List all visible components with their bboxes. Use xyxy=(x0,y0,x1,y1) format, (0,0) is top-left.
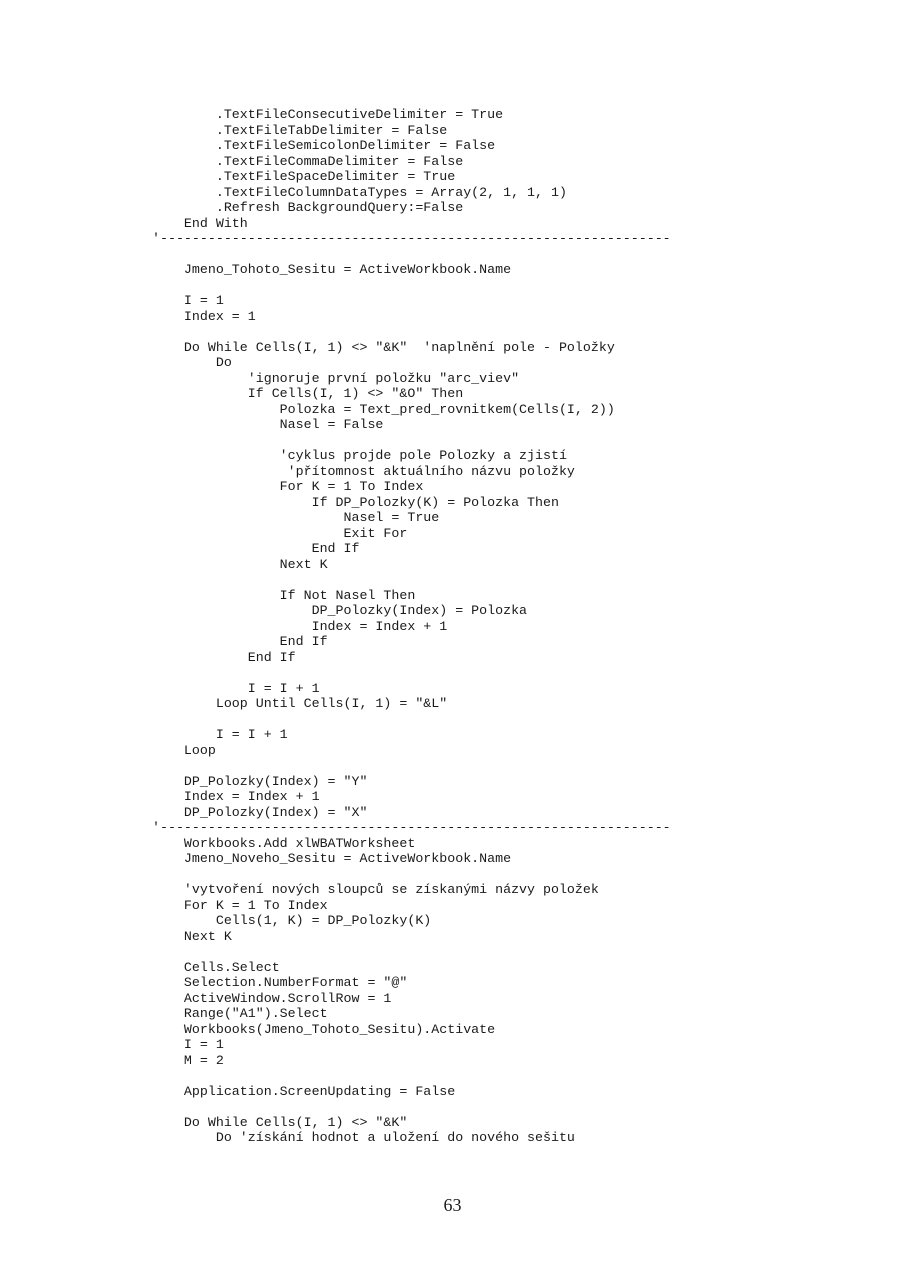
code-line: Next K xyxy=(152,556,328,572)
code-line xyxy=(152,665,671,681)
code-line: .TextFileSemicolonDelimiter = False xyxy=(152,138,496,153)
code-line: End If xyxy=(152,649,296,665)
code-line: .TextFileCommaDelimiter = False xyxy=(152,153,464,169)
code-line xyxy=(152,758,671,774)
code-line: 'vytvoření nových sloupců se získanými názvy položek xyxy=(152,882,599,897)
code-line: Range("A1").Select xyxy=(152,1006,328,1021)
code-line xyxy=(152,867,671,883)
code-line: End With xyxy=(152,215,248,231)
code-line xyxy=(152,247,671,263)
code-line: Loop Until Cells(I, 1) = "&L" xyxy=(152,696,448,711)
code-line: Nasel = True xyxy=(152,510,440,525)
code-line: Do 'získání hodnot a uložení do nového sešitu xyxy=(152,1130,575,1145)
code-line: Jmeno_Noveho_Sesitu = ActiveWorkbook.Name xyxy=(152,851,512,866)
code-line: If Not Nasel Then xyxy=(152,587,416,603)
code-line: Index = 1 xyxy=(152,308,256,324)
code-line: ActiveWindow.ScrollRow = 1 xyxy=(152,990,392,1006)
code-line: '---------------------------------------------------------------- xyxy=(152,231,671,246)
code-line xyxy=(152,433,671,449)
code-line: DP_Polozky(Index) = "X" xyxy=(152,804,368,820)
code-line: Application.ScreenUpdating = False xyxy=(152,1083,456,1099)
code-line: Loop xyxy=(152,742,216,758)
code-line: DP_Polozky(Index) = "Y" xyxy=(152,773,368,789)
code-line: .TextFileSpaceDelimiter = True xyxy=(152,169,456,184)
code-line: Do xyxy=(152,355,232,370)
code-line: .Refresh BackgroundQuery:=False xyxy=(152,200,464,215)
code-line: Cells.Select xyxy=(152,959,280,975)
code-line: Do While Cells(I, 1) <> "&K" 'naplnění pole - Položky xyxy=(152,339,615,355)
code-listing xyxy=(152,107,671,1146)
code-line: End If xyxy=(152,541,360,556)
code-line: '---------------------------------------------------------------- xyxy=(152,820,671,835)
code-line: Nasel = False xyxy=(152,417,384,432)
code-line: .TextFileColumnDataTypes = Array(2, 1, 1, 1) xyxy=(152,184,567,200)
code-line: M = 2 xyxy=(152,1052,224,1068)
code-line: .TextFileTabDelimiter = False xyxy=(152,122,448,138)
code-line xyxy=(152,324,671,340)
code-line xyxy=(152,944,671,960)
code-line: Selection.NumberFormat = "@" xyxy=(152,975,408,990)
code-line: 'cyklus projde pole Polozky a zjistí xyxy=(152,448,567,463)
code-line xyxy=(152,278,671,294)
code-line: Index = Index + 1 xyxy=(152,789,320,804)
code-line: Workbooks(Jmeno_Tohoto_Sesitu).Activate xyxy=(152,1021,496,1037)
code-line xyxy=(152,572,671,588)
code-line: DP_Polozky(Index) = Polozka xyxy=(152,603,528,618)
code-line: Exit For xyxy=(152,525,408,541)
code-line xyxy=(152,1099,671,1115)
code-line: I = I + 1 xyxy=(152,680,320,696)
code-line: If Cells(I, 1) <> "&O" Then xyxy=(152,386,464,401)
code-line: For K = 1 To Index xyxy=(152,897,328,913)
code-line: Next K xyxy=(152,928,232,944)
code-line: 'ignoruje první položku "arc_viev" xyxy=(152,370,520,386)
code-line: End If xyxy=(152,634,328,649)
code-line: Cells(1, K) = DP_Polozky(K) xyxy=(152,913,432,928)
code-line: For K = 1 To Index xyxy=(152,479,424,494)
code-line: I = 1 xyxy=(152,293,224,308)
code-line: Index = Index + 1 xyxy=(152,618,448,634)
code-line: 'přítomnost aktuálního názvu položky xyxy=(152,463,575,479)
code-line: I = 1 xyxy=(152,1037,224,1052)
code-line: .TextFileConsecutiveDelimiter = True xyxy=(152,107,504,122)
code-line: I = I + 1 xyxy=(152,727,288,742)
code-line xyxy=(152,712,671,728)
code-line: Jmeno_Tohoto_Sesitu = ActiveWorkbook.Name xyxy=(152,262,512,277)
page-number: 63 xyxy=(443,1195,462,1215)
code-line: Workbooks.Add xlWBATWorksheet xyxy=(152,835,416,851)
code-line: Do While Cells(I, 1) <> "&K" xyxy=(152,1114,408,1130)
code-line: If DP_Polozky(K) = Polozka Then xyxy=(152,494,559,510)
code-line xyxy=(152,1068,671,1084)
code-line: Polozka = Text_pred_rovnitkem(Cells(I, 2)) xyxy=(152,401,615,417)
